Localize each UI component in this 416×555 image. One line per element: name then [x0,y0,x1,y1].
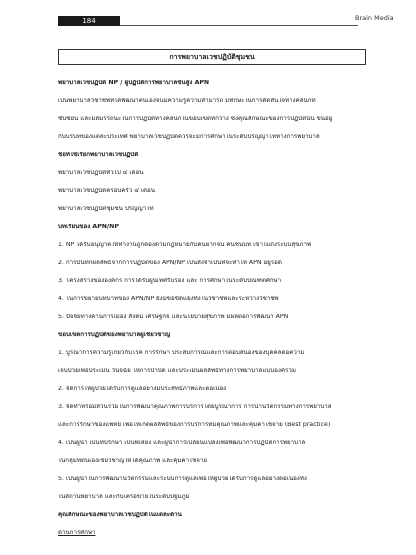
text-line: และการรักษาของแพทย์ เพื่อให้เกิดผลลัพธ์ของการบริการที่มีคุณภาพและคุ้มค่าใช้จ่าย (Best practice) [58,422,331,428]
text-line: 3. โครงสร้างขององค์กร การได้รับผู้นิเทศรับรอง และ การศึกษาในระดับบัณฑิตศึกษา [58,278,282,284]
text-line: 4. ในการขยายบทบาทของ APN/NP ยังมีข้อขัดแย้งทั้งในวิชาชีพและระหว่างวิชาชีพ [58,296,279,302]
text-line: 4. เป็นผู้นำ เป็นที่ปรึกษา เป็นพี่เลี้ยง และผู้นำการเปลี่ยนแปลงเพื่อพัฒนาการปฏิบัติการพยาบาล [58,440,306,446]
text-line: 1. NP ได้รับอนุญาตให้ทำงานถูกต้องตามกฎหมายกับคนยากจน คนชนบท เข้าไม่ถึงระบบสุขภาพ [58,242,312,248]
text-line: 2. การบันทึกผลลัพธ์จากการปฏิบัติของ APN/NP เป็นสิ่งจำเป็นที่จะทำให้ APN อยู่รอด [58,260,282,266]
text-line: พยาบาลเวชปฏิบัติชุมชน ปริญญาโท [58,206,154,212]
text-line: ด้านการศึกษา [58,530,96,536]
text-line: 1. บูรณาการความรู้เกี่ยวกับโรค การรักษา ประสบการณ์และการตอบสนองของบุคคลต่อความ [58,350,305,356]
page-number: 184 [58,16,120,26]
section-heading: ขอบเขตการปฏิบัติของพยาบาลผู้เชี่ยวชาญ [58,332,171,338]
text-line: ในกลุ่มที่ตนเองเชี่ยวชาญให้ได้คุณภาพ และคุ้มค่าใช้จ่าย [58,458,207,464]
text-line: ในสถานพยาบาล และกับเครือข่ายในระดับปฐมภูมิ [58,494,190,500]
text-line: กับบริบทของแต่ละประเทศ พยาบาลเวชปฏิบัติควรจะมีการศึกษาในระดับปริญญาโททางการพยาบาล [58,134,320,140]
section-heading: ชื่อที่ใช้เรียกพยาบาลเวชปฏิบัติ [58,152,139,158]
header-rule [120,25,358,26]
text-line: เจ็บป่วยเพื่อประเมิน วินิจฉัย ให้การบำบัด และประเมินผลลัพธ์ทางการพยาบาลแบบองค์รวม [58,368,296,374]
section-heading: พยาบาลเวชปฏิบัติ NP / ผู้ปฏิบัติการพยาบาลขั้นสูง APN [58,80,210,86]
text-line: เป็นพยาบาลวิชาชีพที่ได้พัฒนาตนเองจนมีความรู้ความสามารถ มีทักษะในการตัดสินใจทางคลินิกที่ [58,98,316,104]
page-header [58,16,358,26]
section-heading: บทเรียนของ APN/NP [58,224,119,230]
text-line: 5. ปัจจัยทางด้านการเมือง สังคม เศรษฐกิจ และนโยบายสุขภาพ มีผลต่อการพัฒนา APN [58,314,289,320]
text-line: พยาบาลเวชปฏิบัติทั่วไป ๔ เดือน [58,170,144,176]
text-line: 2. จัดการให้ผู้ป่วยได้รับการดูแลอย่างมีประสิทธิภาพและต่อเนื่อง [58,386,227,392]
section-heading: คุณลักษณะของพยาบาลเวชปฏิบัติในแต่ละด้าน [58,512,182,518]
text-line: 3. จัดทำหรือมีส่วนร่วมในการพัฒนาคุณภาพการบริการโดยบูรณาการ การนำนวัตกรรมทางการพยาบาล [58,404,332,410]
text-line: ซับซ้อน และมีสมรรถนะในการปฏิบัติทางคลินิกในขอบเขตที่กว้าง ซึ่งคุณลักษณะของการปฏิบัตินั้น ขึ้นอยู่ [58,116,333,122]
brand-name: Brain Media [355,14,394,22]
text-line: พยาบาลเวชปฏิบัติครอบครัว ๔ เดือน [58,188,155,194]
text-line: 5. เป็นผู้นำในการพัฒนานวัตกรรมและระบบการดูแลเพื่อให้ผู้ป่วยได้รับการดูแลอย่างต่อเนื่องทั้ง [58,476,307,482]
section-title: การพยาบาลเวชปฏิบัติชุมชน [58,49,366,65]
